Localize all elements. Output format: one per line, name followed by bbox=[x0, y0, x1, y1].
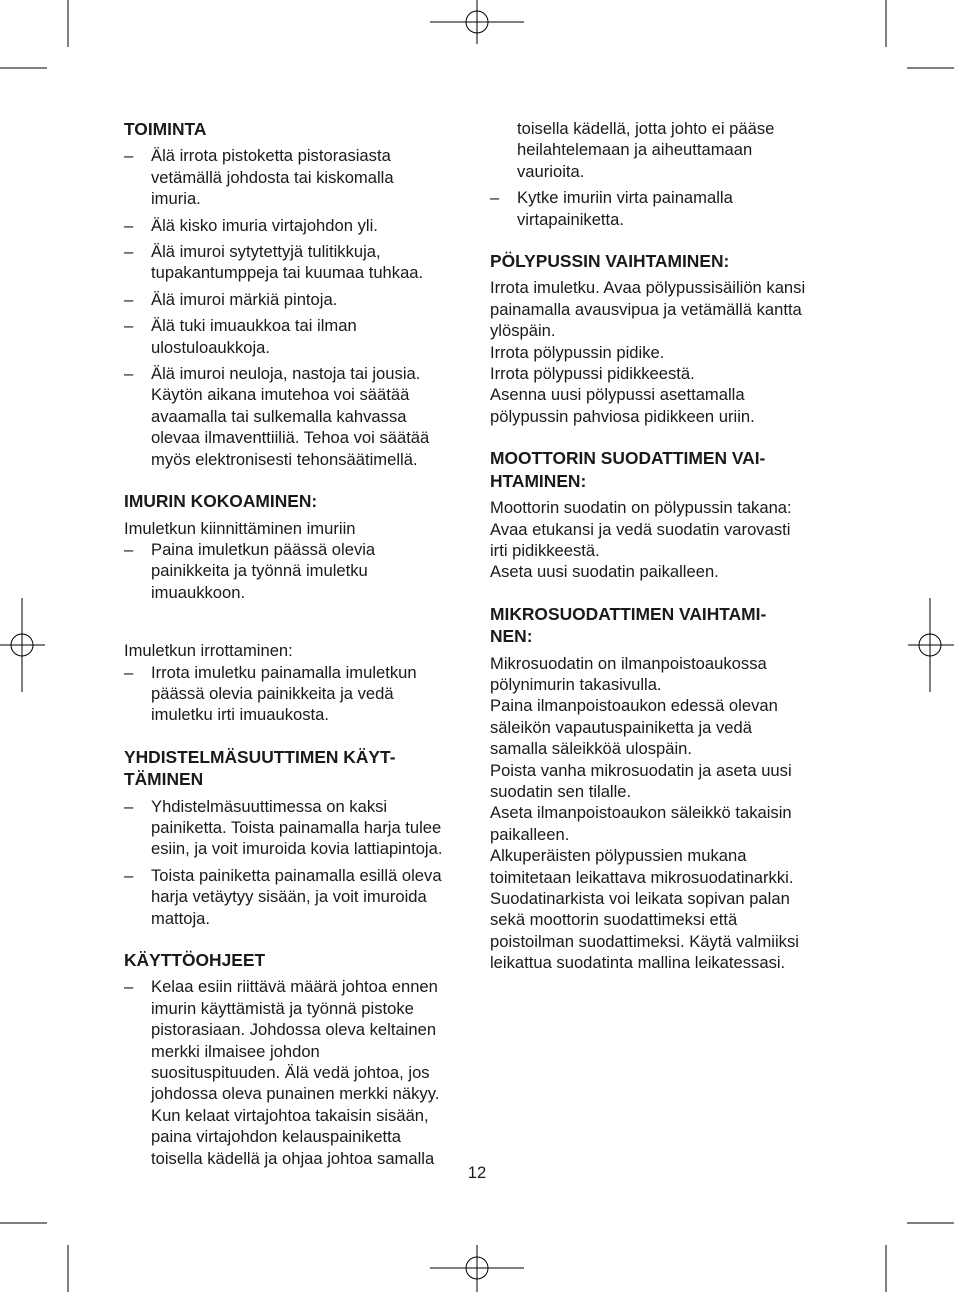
section-title: KÄYTTÖOHJEET bbox=[124, 950, 266, 970]
bullet-item bbox=[124, 145, 469, 209]
bullet-text: Kytke imuriin virta painamalla virtapainiketta. bbox=[517, 188, 733, 229]
paragraph: Moottorin suodatin on pölypussin takana: Avaa etukansi ja vedä suodatin varovasti irti pidikkeestä. Aseta uusi suodatin paikalleen. bbox=[490, 498, 792, 582]
bullet-item bbox=[124, 539, 469, 603]
section bbox=[124, 490, 469, 726]
bullet-item bbox=[124, 976, 469, 1169]
paragraph: Irrota imuletku. Avaa pölypussisäiliön kansi painamalla avausvipua ja vetämällä kantta ylöspäin. Irrota pölypussin pidike. Irrota pölypussi pidikkeestä. Asenna uusi pölypussi asettamalla pölypussin pahviosa pidikkeen uriin. bbox=[490, 278, 806, 426]
section bbox=[490, 250, 835, 427]
bullet-text: Älä imuroi märkiä pintoja. bbox=[151, 289, 338, 309]
bullet-text: Paina imuletkun päässä olevia painikkeita ja työnnä imuletku imuaukkoon. bbox=[151, 539, 376, 602]
bullet-dash: – bbox=[124, 796, 134, 816]
bullet-item bbox=[124, 796, 469, 860]
section bbox=[124, 746, 469, 929]
section-title: MIKROSUODATTIMEN VAIHTAMI- NEN: bbox=[490, 603, 767, 647]
bullet-dash: – bbox=[124, 539, 134, 559]
section-title: TOIMINTA bbox=[124, 119, 207, 139]
section bbox=[124, 949, 469, 1169]
bullet-dash: – bbox=[124, 289, 134, 309]
section bbox=[124, 118, 469, 470]
bullet-item bbox=[124, 363, 469, 470]
section-title: MOOTTORIN SUODATTIMEN VAI- HTAMINEN: bbox=[490, 448, 766, 491]
right-column bbox=[490, 118, 835, 994]
bullet-dash: – bbox=[124, 215, 134, 235]
registration-mark-left bbox=[0, 598, 45, 692]
section-title: PÖLYPUSSIN VAIHTAMINEN: bbox=[490, 251, 730, 272]
bullet-text: Älä kisko imuria virtajohdon yli. bbox=[151, 215, 378, 235]
bullet-dash: – bbox=[124, 316, 134, 336]
paragraph: Imuletkun irrottaminen: bbox=[124, 641, 293, 661]
section bbox=[490, 118, 835, 230]
registration-mark-right bbox=[908, 598, 954, 692]
bullet-dash: – bbox=[124, 977, 134, 997]
bullet-text: Kelaa esiin riittävä määrä johtoa ennen imurin käyttämistä ja työnnä pistoke pistorasiaan. Johdossa oleva keltainen merkki ilmaisee johdon suosituspituuden. Älä vedä johtoa, jos johdossa oleva punainen merkki näkyy. Kun kelaat virtajohtoa takaisin sisään, paina virtajohdon kelauspainiketta toisella kädellä ja ohjaa johtoa samalla bbox=[151, 977, 440, 1168]
bullet-dash: – bbox=[124, 364, 134, 384]
bullet-item bbox=[124, 865, 469, 929]
bullet-dash: – bbox=[124, 242, 134, 262]
bullet-text: Älä irrota pistoketta pistorasiasta vetämällä johdosta tai kiskomalla imuria. bbox=[151, 146, 394, 209]
bullet-text: Irrota imuletku painamalla imuletkun päässä olevia painikkeita ja vedä imuletku irti imuaukosta. bbox=[151, 662, 417, 725]
page-number: 12 bbox=[467, 1163, 487, 1182]
bullet-dash: – bbox=[490, 188, 500, 208]
paragraph: Mikrosuodatin on ilmanpoistoaukossa pölynimurin takasivulla. Paina ilmanpoistoaukon edessä olevan säleikön vapautuspainiketta ja vedä samalla säleikköä ulospäin. Poista vanha mikrosuodatin ja aseta uusi suodatin sen tilalle. Aseta ilmanpoistoaukon säleikkö takaisin paikalleen. Alkuperäisten pölypussien mukana toimitetaan leikattava mikrosuodatinarkki. Suodatinarkista voi leikata sopivan palan sekä moottorin suodattimeksi että poistoilman suodattimeksi. Käytä valmiiksi leikattua suodatinta mallina leikatessasi. bbox=[490, 653, 799, 973]
section-title: YHDISTELMÄSUUTTIMEN KÄYT- TÄMINEN bbox=[124, 746, 396, 790]
left-column bbox=[124, 118, 469, 1189]
bullet-text: Toista painiketta painamalla esillä oleva harja vetäytyy sisään, ja voit imuroida mattoja. bbox=[151, 865, 442, 928]
bullet-text: Älä tuki imuaukkoa tai ilman ulostuloaukkoja. bbox=[151, 316, 357, 357]
bullet-item bbox=[124, 215, 469, 236]
bullet-item bbox=[124, 662, 469, 726]
bullet-item bbox=[124, 241, 469, 284]
registration-mark-top bbox=[430, 0, 524, 44]
section bbox=[490, 603, 835, 974]
registration-mark-bottom bbox=[430, 1245, 524, 1292]
bullet-text: Yhdistelmäsuuttimessa on kaksi painiketta. Toista painamalla harja tulee esiin, ja voit imuroida kovia lattiapintoja. bbox=[151, 796, 443, 859]
bullet-item bbox=[490, 187, 835, 230]
bullet-text: Älä imuroi sytytettyjä tulitikkuja, tupakantumppeja tai kuumaa tuhkaa. bbox=[151, 242, 424, 283]
paragraph: Imuletkun kiinnittäminen imuriin bbox=[124, 518, 356, 538]
bullet-dash: – bbox=[124, 146, 134, 166]
bullet-continuation: toisella kädellä, jotta johto ei pääse heilahtelemaan ja aiheuttamaan vaurioita. bbox=[517, 119, 775, 181]
bullet-text: Älä imuroi neuloja, nastoja tai jousia. Käytön aikana imutehoa voi säätää avaamalla tai sulkemalla kahvassa olevaa ilmaventtiiliä. Tehoa voi säätää myös elektronisesti tehonsäätimellä. bbox=[151, 364, 430, 469]
spacer bbox=[124, 608, 469, 640]
bullet-dash: – bbox=[124, 865, 134, 885]
bullet-item bbox=[124, 315, 469, 358]
section bbox=[490, 447, 835, 582]
section-title: IMURIN KOKOAMINEN: bbox=[124, 491, 318, 512]
bullet-dash: – bbox=[124, 662, 134, 682]
bullet-item bbox=[124, 289, 469, 310]
